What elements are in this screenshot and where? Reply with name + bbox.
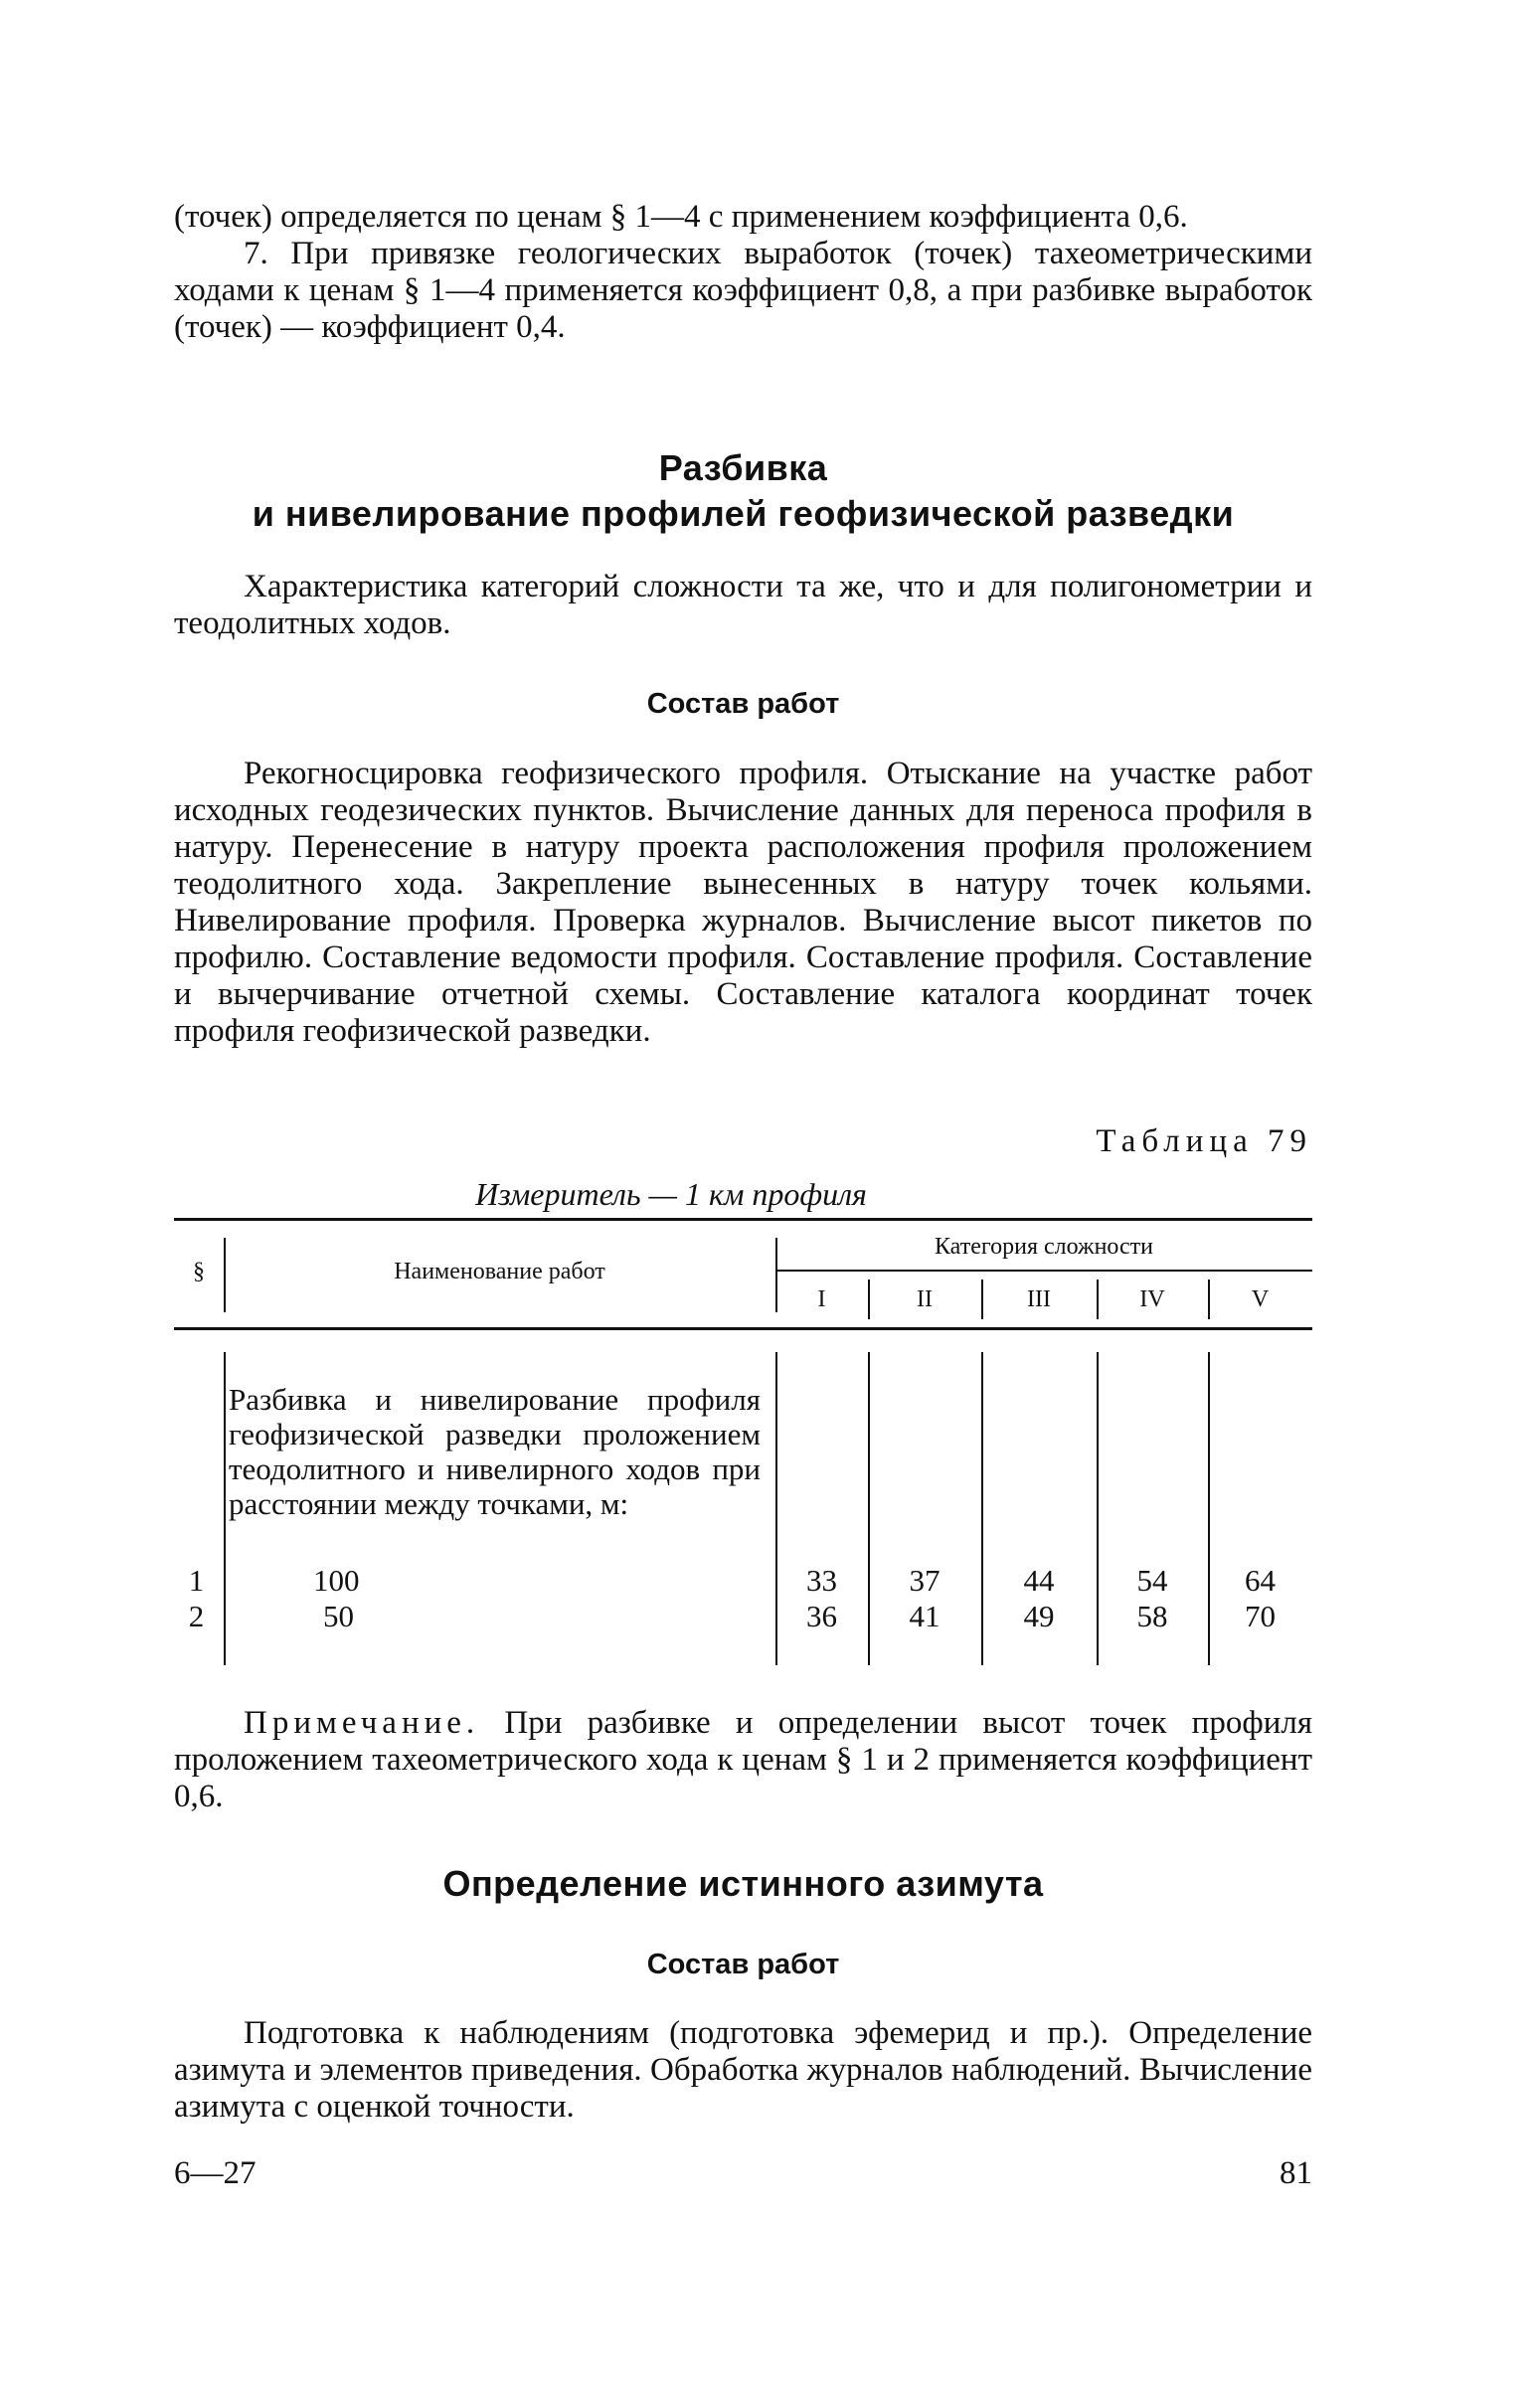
section2-work-heading-wrap xyxy=(174,1947,1312,1982)
row1-cat-1: 33 xyxy=(806,1563,837,1598)
section2-work-text-wrap xyxy=(174,2015,1312,2126)
col-divider-section-header xyxy=(224,1238,226,1312)
section1-heading xyxy=(174,445,1312,537)
table-number-wrap xyxy=(174,1123,1312,1160)
category-subheader-rule xyxy=(775,1270,1312,1272)
header-cat-4: IV xyxy=(1139,1286,1165,1312)
row1-cat-5: 64 xyxy=(1245,1563,1276,1598)
note-text: При разбивке и определении высот точек профиля проложением тахеометрического хода к ценам § 1 и 2 применяется коэффициент 0,6. xyxy=(174,1705,1313,1814)
section1-title-line2: и нивелирование профилей геофизической разведки xyxy=(252,493,1235,534)
section1-work-heading-wrap xyxy=(174,686,1312,722)
intro-paragraph-2: 7. При привязке геологических выработок (точек) тахеометрическими ходами к ценам § 1—4 применяется коэффициент 0,8, а при разбивке выработок (точек) — коэффициент 0,4. xyxy=(174,236,1312,345)
page-number: 81 xyxy=(1280,2155,1312,2191)
row2-cat-4: 58 xyxy=(1136,1599,1168,1633)
work-composition-text: Рекогносцировка геофизического профиля. Отыскание на участке работ исходных геодезических пунктов. Вычисление данных для переноса профиля в натуру. Перенесение в натуру проекта расположения профиля проложением теодолитного хода. Закрепление вынесенных в натуру точек кольями. Нивелирование профиля. Проверка журналов. Вычисление высот пикетов по профилю. Составление ведомости профиля. Составление профиля. Составление и вычерчивание отчетной схемы. Составление каталога координат точек профиля геофизической разведки. xyxy=(174,756,1312,1049)
row2-distance: 50 xyxy=(323,1599,354,1633)
section2-work-text: Подготовка к наблюдениям (подготовка эфемерид и пр.). Определение азимута и элементов приведения. Обработка журналов наблюдений. Вычисление азимута с оценкой точности. xyxy=(174,2015,1312,2125)
row1-distance: 100 xyxy=(313,1563,360,1598)
section1-work-text-wrap xyxy=(174,756,1312,1050)
row-description: Разбивка и нивелирование профиля геофизической разведки проложением теодолитного и нивелирного ходов при расстоянии между точками, м: xyxy=(229,1382,761,1521)
intro-paragraph-1: (точек) определяется по ценам § 1—4 с применением коэффициента 0,6. xyxy=(174,199,1188,235)
section2-heading-wrap xyxy=(174,1861,1312,1907)
intro-block xyxy=(174,199,1312,346)
note-block xyxy=(174,1705,1312,1815)
header-cat-3: III xyxy=(1027,1286,1051,1312)
row2-cat-3: 49 xyxy=(1023,1599,1055,1633)
col-divider-section-body xyxy=(224,1352,226,1665)
header-name: Наименование работ xyxy=(394,1259,605,1284)
table-top-rule xyxy=(174,1218,1312,1221)
header-cat-5: V xyxy=(1251,1286,1270,1312)
row1-section: 1 xyxy=(188,1563,205,1598)
section2-work-heading: Состав работ xyxy=(646,1949,840,1980)
row2-cat-1: 36 xyxy=(806,1599,837,1633)
row2-section: 2 xyxy=(188,1599,205,1633)
table-measure: Измеритель — 1 км профиля xyxy=(475,1176,867,1212)
row2-cat-5: 70 xyxy=(1245,1599,1276,1633)
header-category: Категория сложности xyxy=(934,1234,1154,1260)
row2-cat-2: 41 xyxy=(909,1599,941,1633)
section2-title: Определение истинного азимута xyxy=(442,1863,1044,1904)
header-cat-1: I xyxy=(817,1286,826,1312)
row1-cat-2: 37 xyxy=(909,1563,941,1598)
header-cat-2: II xyxy=(917,1286,933,1312)
table-number: Таблица 79 xyxy=(1096,1123,1312,1159)
characteristic-text: Характеристика категорий сложности та же, что и для полигонометрии и теодолитных ходов. xyxy=(174,569,1312,641)
section1-title-line1: Разбивка xyxy=(658,447,828,488)
section1-characteristic xyxy=(174,569,1312,642)
note-lead: Примечание. xyxy=(244,1705,480,1741)
printer-signature: 6—27 xyxy=(174,2155,257,2191)
header-section: § xyxy=(193,1259,205,1284)
row1-cat-4: 54 xyxy=(1136,1563,1168,1598)
table-measure-wrap xyxy=(174,1176,1168,1213)
note-paragraph xyxy=(174,1705,1312,1815)
table-header-rule xyxy=(174,1327,1312,1330)
row1-cat-3: 44 xyxy=(1023,1563,1055,1598)
work-composition-heading: Состав работ xyxy=(646,688,840,720)
